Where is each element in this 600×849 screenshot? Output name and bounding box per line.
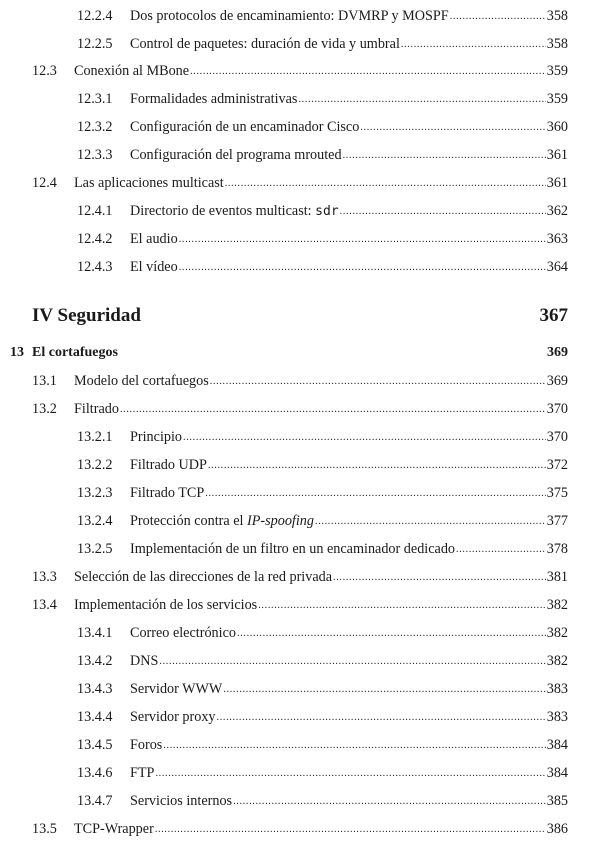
dot-leader (343, 150, 546, 161)
dot-leader (183, 432, 546, 443)
entry-number: 12.4.3 (77, 259, 113, 275)
toc-entry-12-3-2[interactable] (77, 119, 568, 136)
toc-entry-13-2-5[interactable] (77, 541, 568, 558)
entry-page: 386 (546, 821, 568, 837)
entry-number: 12.4.2 (77, 231, 113, 247)
entry-title: Servicios internos (130, 793, 233, 809)
entry-number: 13.2 (32, 401, 57, 417)
toc-entry-13-3[interactable] (32, 569, 568, 586)
entry-page: 370 (546, 429, 568, 445)
entry-page: 361 (546, 147, 568, 163)
entry-number: 12.4.1 (77, 203, 113, 219)
entry-title (130, 203, 339, 220)
entry-page: 364 (546, 259, 568, 275)
dot-leader (225, 178, 546, 189)
entry-page: 384 (546, 765, 568, 781)
part-page: 367 (539, 305, 568, 326)
entry-number: 12.2.5 (77, 36, 113, 52)
entry-number: 12.3.1 (77, 91, 113, 107)
toc-entry-13-2-4[interactable] (77, 513, 568, 530)
entry-page: 384 (546, 737, 568, 753)
entry-page: 372 (546, 457, 568, 473)
dot-leader (155, 768, 545, 779)
entry-title: Filtrado (74, 401, 119, 417)
entry-number: 13.2.5 (77, 541, 113, 557)
entry-number: 13.1 (32, 373, 57, 389)
dot-leader (340, 206, 546, 217)
entry-number: 12.3.2 (77, 119, 113, 135)
toc-entry-13-1[interactable] (32, 373, 568, 390)
toc-entry-13-4-4[interactable] (77, 709, 568, 726)
dot-leader (237, 628, 546, 639)
toc-entry-12-3[interactable] (32, 63, 568, 80)
entry-number: 13.2.4 (77, 513, 113, 529)
entry-title-code: sdr (315, 204, 339, 219)
entry-number: 13.4.4 (77, 709, 113, 725)
entry-title: Servidor proxy (130, 709, 216, 725)
dot-leader (401, 39, 546, 50)
toc-entry-13-2-1[interactable] (77, 429, 568, 446)
entry-page: 381 (546, 569, 568, 585)
toc-entry-12-3-3[interactable] (77, 147, 568, 164)
entry-page: 383 (546, 709, 568, 725)
toc-entry-13-2[interactable] (32, 401, 568, 418)
dot-leader (217, 712, 546, 723)
entry-number: 13.4.2 (77, 653, 113, 669)
entry-number: 13.2.3 (77, 485, 113, 501)
chapter-title: El cortafuegos (32, 345, 118, 360)
toc-entry-13-4-3[interactable] (77, 681, 568, 698)
entry-title: Configuración del programa mrouted (130, 147, 342, 163)
entry-title: Principio (130, 429, 183, 445)
entry-page: 359 (546, 63, 568, 79)
entry-title: Implementación de un filtro en un encaminador dedicado (130, 541, 456, 557)
entry-number: 13.4.7 (77, 793, 113, 809)
entry-title: DNS (130, 653, 159, 669)
dot-leader (456, 544, 546, 555)
entry-title: Implementación de los servicios (74, 597, 258, 613)
entry-number: 13.4.3 (77, 681, 113, 697)
dot-leader (179, 262, 546, 273)
entry-number: 13.4 (32, 597, 57, 613)
entry-page: 360 (546, 119, 568, 135)
chapter-number: 13 (10, 345, 24, 360)
entry-title-italic: IP-spoofing (247, 513, 314, 529)
entry-title: Servidor WWW (130, 681, 223, 697)
entry-title: El audio (130, 231, 178, 247)
entry-title: FTP (130, 765, 155, 781)
entry-page: 385 (546, 793, 568, 809)
dot-leader (190, 66, 546, 77)
part-heading[interactable] (32, 305, 568, 327)
entry-title: El vídeo (130, 259, 178, 275)
toc-entry-13-4[interactable] (32, 597, 568, 614)
dot-leader (179, 234, 546, 245)
toc-entry-12-4-2[interactable] (77, 231, 568, 248)
entry-number: 13.5 (32, 821, 57, 837)
toc-entry-13-4-1[interactable] (77, 625, 568, 642)
entry-page: 382 (546, 653, 568, 669)
dot-leader (360, 122, 545, 133)
entry-title: Correo electrónico (130, 625, 236, 641)
toc-entry-13-4-2[interactable] (77, 653, 568, 670)
toc-entry-12-4-3[interactable] (77, 259, 568, 276)
entry-page: 382 (546, 625, 568, 641)
chapter-heading[interactable] (10, 345, 568, 361)
toc-entry-13-4-6[interactable] (77, 765, 568, 782)
entry-title: Modelo del cortafuegos (74, 373, 209, 389)
entry-title: Configuración de un encaminador Cisco (130, 119, 360, 135)
entry-number: 13.3 (32, 569, 57, 585)
entry-title: Selección de las direcciones de la red privada (74, 569, 333, 585)
entry-number: 12.3 (32, 63, 57, 79)
entry-page: 362 (546, 203, 568, 219)
entry-title: Las aplicaciones multicast (74, 175, 224, 191)
entry-title: Dos protocolos de encaminamiento: DVMRP y MOSPF (130, 8, 449, 24)
toc-entry-13-5[interactable] (32, 821, 568, 838)
toc-entry-12-4[interactable] (32, 175, 568, 192)
toc-entry-13-4-7[interactable] (77, 793, 568, 810)
dot-leader (163, 740, 545, 751)
toc-entry-12-4-1[interactable] (77, 203, 568, 220)
dot-leader (223, 684, 545, 695)
entry-title: Foros (130, 737, 163, 753)
entry-title-text: Directorio de eventos multicast: (130, 203, 316, 219)
dot-leader (205, 488, 545, 499)
entry-title: Conexión al MBone (74, 63, 190, 79)
toc-entry-13-2-3[interactable] (77, 485, 568, 502)
entry-page: 369 (546, 373, 568, 389)
entry-number: 12.4 (32, 175, 57, 191)
entry-page: 358 (546, 36, 568, 52)
entry-number: 13.4.1 (77, 625, 113, 641)
entry-title (130, 513, 314, 530)
dot-leader (120, 404, 546, 415)
entry-title-text: Protección contra el (130, 513, 247, 529)
entry-number: 13.2.2 (77, 457, 113, 473)
part-title: IV Seguridad (32, 305, 141, 326)
entry-page: 363 (546, 231, 568, 247)
entry-page: 358 (546, 8, 568, 24)
toc-entry-13-4-5[interactable] (77, 737, 568, 754)
entry-page: 375 (546, 485, 568, 501)
entry-page: 359 (546, 91, 568, 107)
entry-title: Filtrado TCP (130, 485, 205, 501)
entry-title: TCP-Wrapper (74, 821, 154, 837)
entry-page: 377 (546, 513, 568, 529)
entry-number: 13.2.1 (77, 429, 113, 445)
dot-leader (315, 516, 546, 527)
toc-entry-13-2-2[interactable] (77, 457, 568, 474)
entry-number: 12.3.3 (77, 147, 113, 163)
dot-leader (233, 796, 546, 807)
entry-number: 12.2.4 (77, 8, 113, 24)
toc-entry-12-2-4[interactable] (77, 8, 568, 25)
dot-leader (208, 460, 546, 471)
entry-title: Filtrado UDP (130, 457, 207, 473)
toc-entry-12-2-5[interactable] (77, 36, 568, 53)
dot-leader (210, 376, 546, 387)
entry-page: 382 (546, 597, 568, 613)
dot-leader (450, 11, 546, 22)
dot-leader (258, 600, 546, 611)
chapter-page: 369 (547, 345, 568, 360)
entry-page: 361 (546, 175, 568, 191)
dot-leader (155, 824, 546, 835)
entry-page: 378 (546, 541, 568, 557)
entry-page: 383 (546, 681, 568, 697)
entry-page: 370 (546, 401, 568, 417)
entry-title: Control de paquetes: duración de vida y umbral (130, 36, 400, 52)
dot-leader (333, 572, 546, 583)
entry-number: 13.4.5 (77, 737, 113, 753)
dot-leader (159, 656, 545, 667)
entry-number: 13.4.6 (77, 765, 113, 781)
entry-title: Formalidades administrativas (130, 91, 298, 107)
dot-leader (298, 94, 545, 105)
toc-entry-12-3-1[interactable] (77, 91, 568, 108)
